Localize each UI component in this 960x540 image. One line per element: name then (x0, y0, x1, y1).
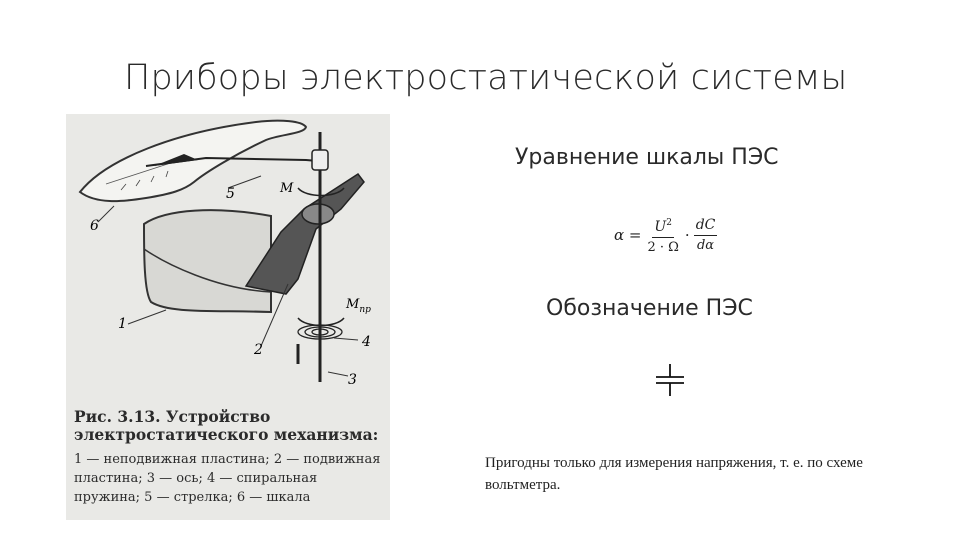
formula-exponent: 2 (666, 217, 672, 228)
figure-caption (74, 408, 386, 507)
formula-derivative-den: dα (696, 237, 715, 253)
caption-legend: 1 — неподвижная пластина; 2 — подвижная пластина; 3 — ось; 4 — спиральная пружина; 5 — стрелка; 6 — шкала (74, 452, 381, 505)
label-torque: M (280, 181, 294, 196)
label-1: 1 (118, 316, 127, 332)
formula-dot: · (684, 226, 690, 244)
label-2: 2 (254, 342, 263, 358)
label-4: 4 (362, 334, 371, 350)
caption-title: Рис. 3.13. Устройство электростатического механизма: (74, 407, 379, 444)
formula-derivative-num: dC (694, 217, 718, 236)
formula-fraction-1 (645, 215, 680, 256)
scale-equation-formula (614, 210, 717, 260)
note-text: Пригодны только для измерения напряжения, т. е. по схеме вольтметра. (485, 455, 863, 493)
label-5: 5 (226, 186, 235, 202)
designation-heading: Обозначение ПЭС (546, 296, 753, 321)
slide-title: Приборы электростатической системы (124, 58, 848, 98)
scale-equation-heading: Уравнение шкалы ПЭС (515, 145, 779, 170)
electrostatic-mechanism-drawing (66, 114, 390, 404)
formula-lhs: α = (614, 226, 642, 244)
label-counter-torque: $M_{пр}$ (346, 297, 371, 315)
figure-panel (66, 114, 390, 520)
formula-denominator: 2 · Ω (647, 239, 679, 255)
label-6: 6 (90, 218, 99, 234)
electrostatic-instrument-symbol-icon (650, 362, 690, 402)
label-3: 3 (348, 372, 357, 388)
formula-numerator: U (654, 218, 667, 235)
formula-fraction-2 (694, 217, 718, 254)
